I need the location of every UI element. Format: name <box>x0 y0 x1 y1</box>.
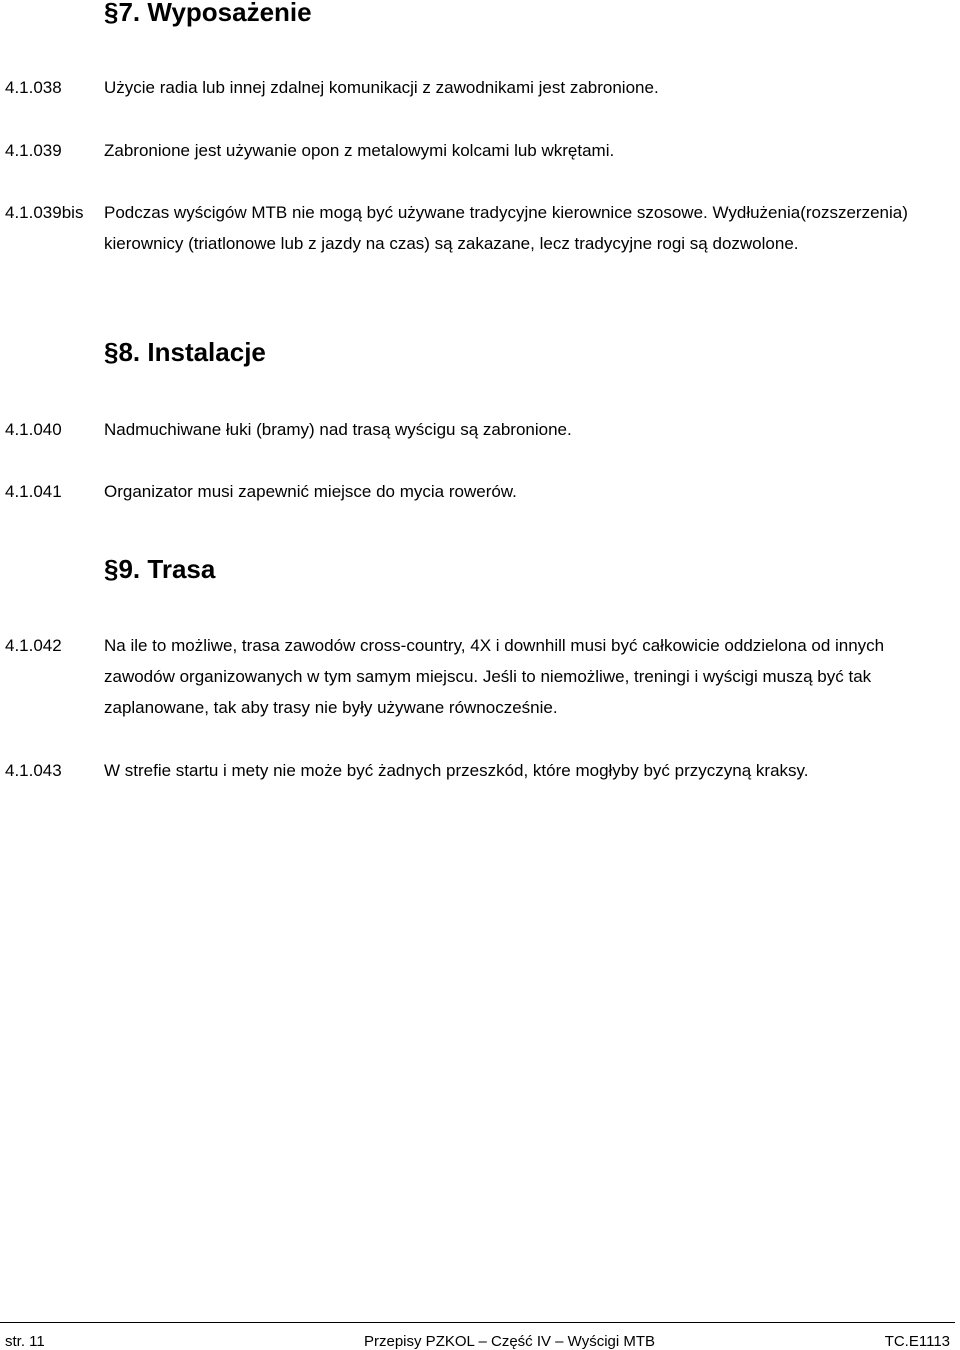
section-symbol: § <box>104 337 119 367</box>
document-code: TC.E1113 <box>884 1333 950 1350</box>
rule-text: Użycie radia lub innej zdalnej komunikacji z zawodnikami jest zabronione. <box>104 78 659 97</box>
page-number: str. 11 <box>5 1333 45 1350</box>
rule-number: 4.1.040 <box>5 420 62 439</box>
rule-number: 4.1.043 <box>5 761 62 780</box>
rule-text: W strefie startu i mety nie może być żadnych przeszkód, które mogłyby być przyczyną kraksy. <box>104 761 809 780</box>
section-title: 8. Instalacje <box>118 337 266 367</box>
section-title: 7. Wyposażenie <box>118 0 312 27</box>
document-title: Przepisy PZKOL – Część IV – Wyścigi MTB <box>364 1333 656 1350</box>
footer-divider <box>0 1322 955 1323</box>
rule-number: 4.1.039bis <box>5 203 84 222</box>
rule-text: Na ile to możliwe, trasa zawodów cross-country, 4X i downhill musi być całkowicie oddzielona od innych zawodów organizowanych w tym samym miejscu. Jeśli to niemożliwe, treningi i wyścigi muszą być tak zaplanowane, tak aby trasy nie były używane równocześnie. <box>104 636 885 717</box>
section-symbol: § <box>104 0 119 27</box>
rule-text: Podczas wyścigów MTB nie mogą być używane tradycyjne kierownice szosowe. Wydłużenia(rozszerzenia) kierownicy (triatlonowe lub z jazdy na czas) są zakazane, lecz tradycyjne rogi są dozwolone. <box>104 203 908 253</box>
rule-number: 4.1.041 <box>5 482 62 501</box>
page-footer <box>0 1322 960 1350</box>
rule-text: Nadmuchiwane łuki (bramy) nad trasą wyścigu są zabronione. <box>104 420 572 439</box>
section-heading-8 <box>104 337 266 368</box>
section-heading-7 <box>104 0 312 28</box>
rule-text: Zabronione jest używanie opon z metalowymi kolcami lub wkrętami. <box>104 141 615 160</box>
rule-number: 4.1.042 <box>5 636 62 655</box>
rule-text: Organizator musi zapewnić miejsce do mycia rowerów. <box>104 482 517 501</box>
section-heading-9 <box>104 554 215 585</box>
section-title: 9. Trasa <box>118 554 216 584</box>
section-symbol: § <box>104 554 119 584</box>
rule-number: 4.1.038 <box>5 78 62 97</box>
rule-number: 4.1.039 <box>5 141 62 160</box>
